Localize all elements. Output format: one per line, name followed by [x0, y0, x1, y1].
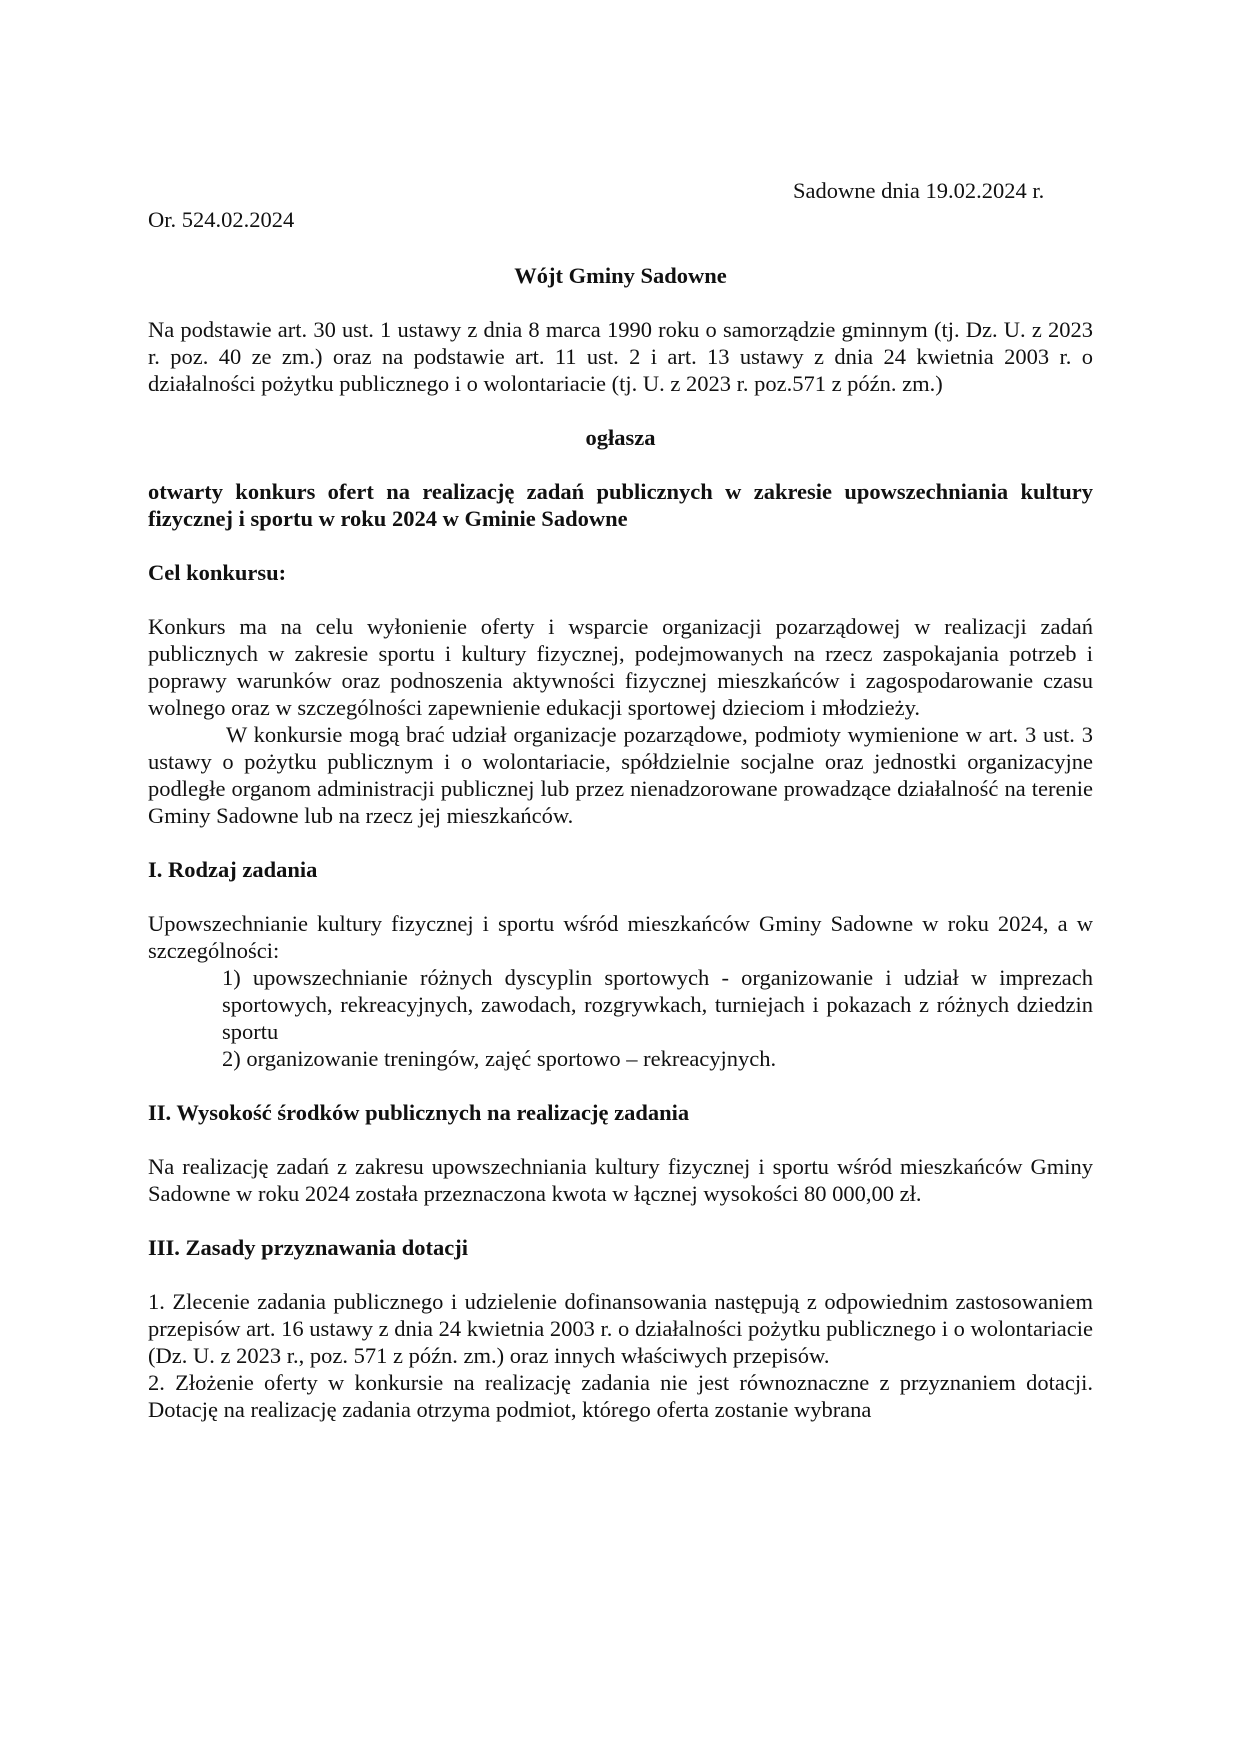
- section-2-text: Na realizację zadań z zakresu upowszechniania kultury fizycznej i sportu wśród mieszkańców Gminy Sadowne w roku 2024 została przeznaczona kwota w łącznej wysokości 80 000,00 zł.: [148, 1154, 1093, 1206]
- list-item: 1) upowszechnianie różnych dyscyplin sportowych - organizowanie i udział w imprezach sportowych, rekreacyjnych, zawodach, rozgrywkach, turniejach i pokazach z różnych dziedzin sportu: [222, 965, 1093, 1044]
- document-body: [148, 262, 1093, 1423]
- section-1-intro: Upowszechnianie kultury fizycznej i sportu wśród mieszkańców Gminy Sadowne w roku 2024, a w szczególności:: [148, 911, 1093, 963]
- competition-subject: otwarty konkurs ofert na realizację zadań publicznych w zakresie upowszechniania kultury fizycznej i sportu w roku 2024 w Gminie Sadowne: [148, 479, 1093, 531]
- section-1-heading: I. Rodzaj zadania: [148, 857, 318, 882]
- document-date: Sadowne dnia 19.02.2024 r.: [793, 178, 1045, 203]
- announces-heading: ogłasza: [585, 425, 656, 450]
- goal-heading: Cel konkursu:: [148, 560, 287, 585]
- eligibility-paragraph: W konkursie mogą brać udział organizacje pozarządowe, podmioty wymienione w art. 3 ust. 3 ustawy o pożytku publicznym i o wolontariacie, spółdzielnie socjalne oraz jednostki organizacyjne podległe organom administracji publicznej lub przez nienadzorowane prowadzące działalność na terenie Gminy Sadowne lub na rzecz jej mieszkańców.: [148, 722, 1093, 828]
- section-2-heading: II. Wysokość środków publicznych na realizację zadania: [148, 1100, 690, 1125]
- document-title: Wójt Gminy Sadowne: [514, 263, 727, 288]
- reference-number: Or. 524.02.2024: [148, 207, 295, 232]
- legal-basis: Na podstawie art. 30 ust. 1 ustawy z dnia 8 marca 1990 roku o samorządzie gminnym (tj. Dz. U. z 2023 r. poz. 40 ze zm.) oraz na podstawie art. 11 ust. 2 i art. 13 ustawy z dnia 24 kwietnia 2003 r. o działalności pożytku publicznego i o wolontariacie (tj. U. z 2023 r. poz.571 z późn. zm.): [148, 317, 1093, 396]
- section-3-point-1: 1. Zlecenie zadania publicznego i udzielenie dofinansowania następują z odpowiednim zastosowaniem przepisów art. 16 ustawy z dnia 24 kwietnia 2003 r. o działalności pożytku publicznego i o wolontariacie (Dz. U. z 2023 r., poz. 571 z późn. zm.) oraz innych właściwych przepisów.: [148, 1289, 1093, 1368]
- task-list: [148, 964, 1093, 1072]
- goal-paragraph: Konkurs ma na celu wyłonienie oferty i wsparcie organizacji pozarządowej w realizacji zadań publicznych w zakresie sportu i kultury fizycznej, podejmowanych na rzecz zaspokajania potrzeb i poprawy warunków oraz podnoszenia aktywności fizycznej mieszkańców i zagospodarowanie czasu wolnego oraz w szczególności zapewnienie edukacji sportowej dzieciom i młodzieży.: [148, 614, 1093, 720]
- section-3-heading: III. Zasady przyznawania dotacji: [148, 1235, 469, 1260]
- section-3-point-2: 2. Złożenie oferty w konkursie na realizację zadania nie jest równoznaczne z przyznaniem dotacji. Dotację na realizację zadania otrzyma podmiot, którego oferta zostanie wybrana: [148, 1370, 1093, 1422]
- list-item: 2) organizowanie treningów, zajęć sportowo – rekreacyjnych.: [222, 1046, 777, 1071]
